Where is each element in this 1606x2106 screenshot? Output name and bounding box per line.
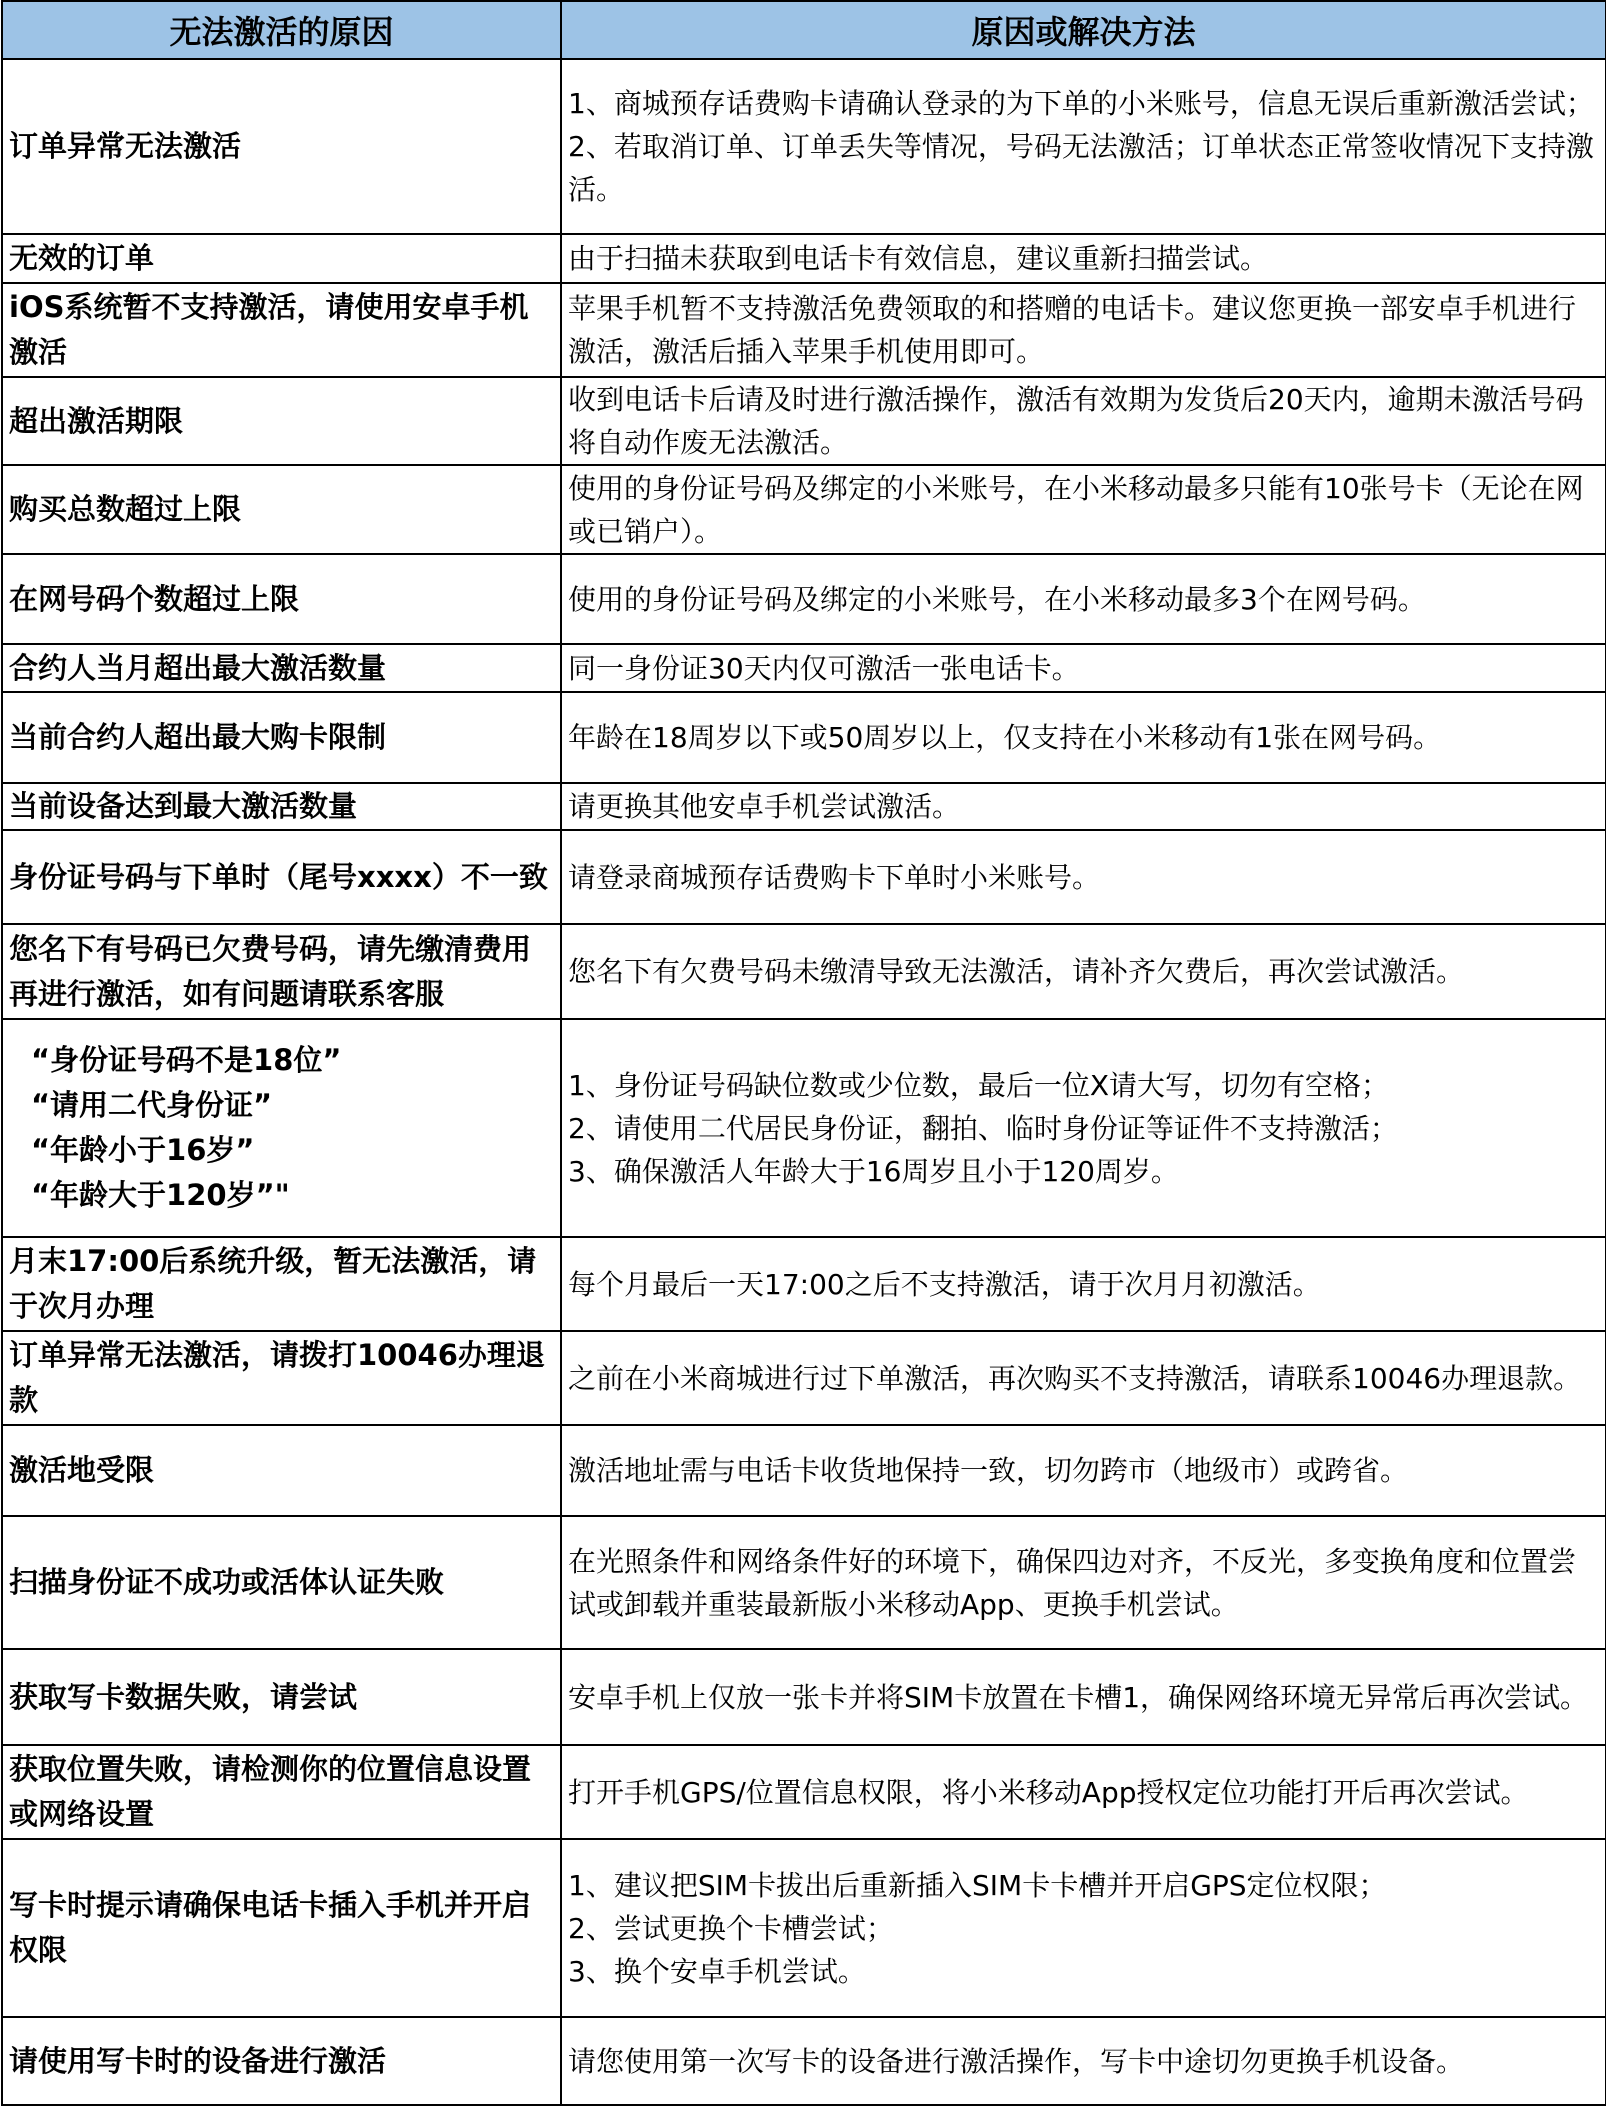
solution-cell: 请登录商城预存话费购卡下单时小米账号。 [561, 830, 1606, 924]
reason-cell: 请使用写卡时的设备进行激活 [2, 2017, 561, 2105]
reason-cell: 超出激活期限 [2, 377, 561, 465]
reason-cell: 购买总数超过上限 [2, 465, 561, 554]
solution-cell: 使用的身份证号码及绑定的小米账号，在小米移动最多只能有10张号卡（无论在网或已销户）。 [561, 465, 1606, 554]
table-row [2, 234, 1606, 283]
reason-cell: iOS系统暂不支持激活，请使用安卓手机激活 [2, 283, 561, 377]
reason-cell: 当前合约人超出最大购卡限制 [2, 692, 561, 783]
reason-cell: 合约人当月超出最大激活数量 [2, 644, 561, 692]
table-row [2, 1331, 1606, 1425]
solution-cell: 苹果手机暂不支持激活免费领取的和搭赠的电话卡。建议您更换一部安卓手机进行激活，激活后插入苹果手机使用即可。 [561, 283, 1606, 377]
table-row [2, 377, 1606, 465]
solution-cell: 激活地址需与电话卡收货地保持一致，切勿跨市（地级市）或跨省。 [561, 1425, 1606, 1516]
solution-cell: 1、建议把SIM卡拔出后重新插入SIM卡卡槽并开启GPS定位权限； 2、尝试更换个卡槽尝试； 3、换个安卓手机尝试。 [561, 1839, 1606, 2017]
reason-cell: “身份证号码不是18位” “请用二代身份证” “年龄小于16岁” “年龄大于120岁”" [2, 1019, 561, 1237]
table-row [2, 465, 1606, 554]
table-row [2, 1237, 1606, 1331]
table-row [2, 783, 1606, 830]
reason-cell: 月末17:00后系统升级，暂无法激活，请于次月办理 [2, 1237, 561, 1331]
table-row [2, 924, 1606, 1019]
table-row [2, 1516, 1606, 1649]
table-row [2, 1019, 1606, 1237]
table-row [2, 2017, 1606, 2105]
table-row [2, 59, 1606, 234]
solution-cell: 请您使用第一次写卡的设备进行激活操作，写卡中途切勿更换手机设备。 [561, 2017, 1606, 2105]
header-reason: 无法激活的原因 [2, 1, 561, 59]
solution-cell: 年龄在18周岁以下或50周岁以上，仅支持在小米移动有1张在网号码。 [561, 692, 1606, 783]
solution-cell: 由于扫描未获取到电话卡有效信息，建议重新扫描尝试。 [561, 234, 1606, 283]
table-row [2, 830, 1606, 924]
table-row [2, 1839, 1606, 2017]
reason-cell: 获取写卡数据失败，请尝试 [2, 1649, 561, 1745]
solution-cell: 在光照条件和网络条件好的环境下，确保四边对齐，不反光，多变换角度和位置尝试或卸载并重装最新版小米移动App、更换手机尝试。 [561, 1516, 1606, 1649]
reason-cell: 在网号码个数超过上限 [2, 554, 561, 644]
reason-cell: 当前设备达到最大激活数量 [2, 783, 561, 830]
solution-cell: 同一身份证30天内仅可激活一张电话卡。 [561, 644, 1606, 692]
table-row [2, 283, 1606, 377]
table-row [2, 692, 1606, 783]
solution-cell: 1、商城预存话费购卡请确认登录的为下单的小米账号，信息无误后重新激活尝试； 2、若取消订单、订单丢失等情况，号码无法激活；订单状态正常签收情况下支持激活。 [561, 59, 1606, 234]
table-row [2, 1425, 1606, 1516]
reason-cell: 订单异常无法激活，请拨打10046办理退款 [2, 1331, 561, 1425]
header-solution: 原因或解决方法 [561, 1, 1606, 59]
solution-cell: 您名下有欠费号码未缴清导致无法激活，请补齐欠费后，再次尝试激活。 [561, 924, 1606, 1019]
solution-cell: 之前在小米商城进行过下单激活，再次购买不支持激活，请联系10046办理退款。 [561, 1331, 1606, 1425]
table-row [2, 1745, 1606, 1839]
activation-faq-table [1, 0, 1606, 2106]
reason-cell: 获取位置失败，请检测你的位置信息设置或网络设置 [2, 1745, 561, 1839]
solution-cell: 1、身份证号码缺位数或少位数，最后一位X请大写，切勿有空格； 2、请使用二代居民身份证，翻拍、临时身份证等证件不支持激活； 3、确保激活人年龄大于16周岁且小于120周岁。 [561, 1019, 1606, 1237]
table-header-row [2, 1, 1606, 59]
reason-cell: 无效的订单 [2, 234, 561, 283]
solution-cell: 请更换其他安卓手机尝试激活。 [561, 783, 1606, 830]
table-row [2, 644, 1606, 692]
solution-cell: 打开手机GPS/位置信息权限，将小米移动App授权定位功能打开后再次尝试。 [561, 1745, 1606, 1839]
table-row [2, 554, 1606, 644]
solution-cell: 安卓手机上仅放一张卡并将SIM卡放置在卡槽1，确保网络环境无异常后再次尝试。 [561, 1649, 1606, 1745]
solution-cell: 收到电话卡后请及时进行激活操作，激活有效期为发货后20天内，逾期未激活号码将自动作废无法激活。 [561, 377, 1606, 465]
solution-cell: 使用的身份证号码及绑定的小米账号，在小米移动最多3个在网号码。 [561, 554, 1606, 644]
reason-cell: 激活地受限 [2, 1425, 561, 1516]
reason-cell: 订单异常无法激活 [2, 59, 561, 234]
table-row [2, 1649, 1606, 1745]
reason-cell: 您名下有号码已欠费号码，请先缴清费用再进行激活，如有问题请联系客服 [2, 924, 561, 1019]
reason-cell: 写卡时提示请确保电话卡插入手机并开启权限 [2, 1839, 561, 2017]
reason-cell: 扫描身份证不成功或活体认证失败 [2, 1516, 561, 1649]
reason-cell: 身份证号码与下单时（尾号xxxx）不一致 [2, 830, 561, 924]
solution-cell: 每个月最后一天17:00之后不支持激活，请于次月月初激活。 [561, 1237, 1606, 1331]
